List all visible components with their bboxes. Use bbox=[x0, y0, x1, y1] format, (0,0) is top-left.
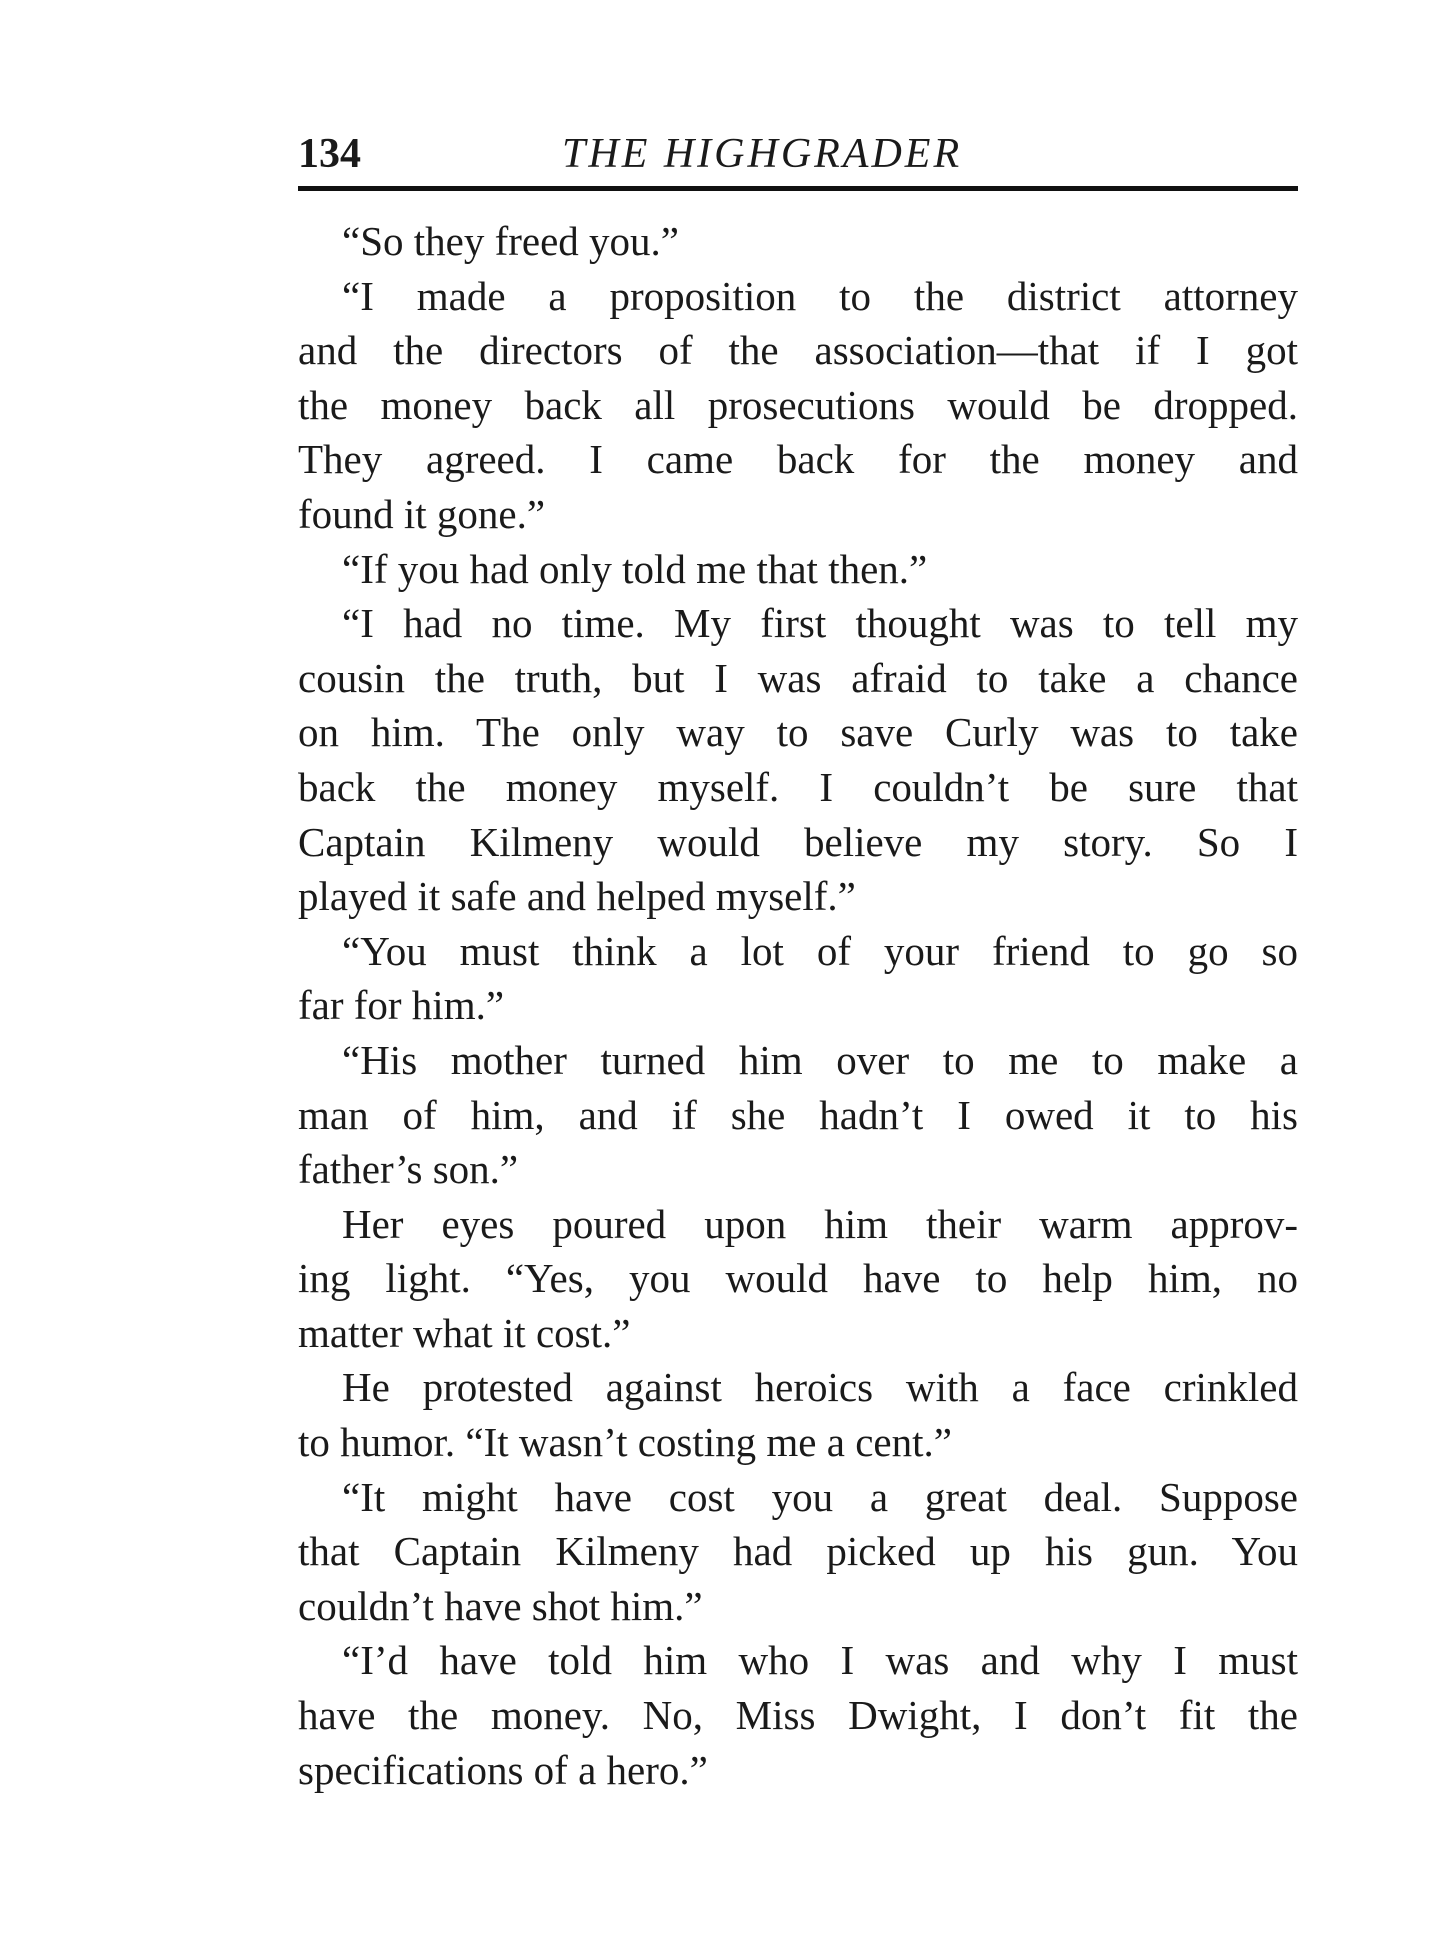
text-line: “I made a proposition to the district attorney bbox=[342, 272, 1298, 319]
text-line: “So they freed you.” bbox=[342, 218, 679, 264]
text-line: “I’d have told him who I was and why I must bbox=[342, 1637, 1298, 1684]
running-head bbox=[298, 124, 1298, 184]
text-line: on him. The only way to save Curly was to take bbox=[298, 709, 1298, 756]
page-number: 134 bbox=[298, 131, 361, 177]
text-line: “If you had only told me that then.” bbox=[342, 545, 928, 592]
text-line: “It might have cost you a great deal. Suppose bbox=[342, 1473, 1298, 1520]
text-line: cousin the truth, but I was afraid to take a chance bbox=[298, 654, 1298, 701]
text-line: “I had no time. My first thought was to tell my bbox=[342, 600, 1298, 647]
text-line: the money back all prosecutions would be dropped. bbox=[298, 381, 1298, 428]
text-line: Her eyes poured upon him their warm approv- bbox=[342, 1200, 1298, 1247]
text-line: man of him, and if she hadn’t I owed it to his bbox=[298, 1091, 1298, 1138]
text-line: ing light. “Yes, you would have to help him, no bbox=[298, 1255, 1298, 1302]
text-line: far for him.” bbox=[298, 982, 505, 1029]
text-line: couldn’t have shot him.” bbox=[298, 1582, 703, 1629]
text-line: “You must think a lot of your friend to go so bbox=[342, 927, 1298, 974]
book-title: THE HIGHGRADER bbox=[562, 131, 963, 177]
text-line: He protested against heroics with a face crinkled bbox=[342, 1364, 1298, 1411]
text-line: matter what it cost.” bbox=[298, 1309, 631, 1356]
text-line: played it safe and helped myself.” bbox=[298, 873, 856, 920]
text-line: father’s son.” bbox=[298, 1146, 519, 1193]
header-rule bbox=[298, 186, 1298, 191]
text-line: have the money. No, Miss Dwight, I don’t fit the bbox=[298, 1692, 1298, 1739]
body-text bbox=[298, 214, 1298, 1797]
text-line: to humor. “It wasn’t costing me a cent.” bbox=[298, 1419, 952, 1466]
text-line: that Captain Kilmeny had picked up his gun. You bbox=[298, 1528, 1298, 1575]
text-line: specifications of a hero.” bbox=[298, 1746, 708, 1793]
text-line: “His mother turned him over to me to make a bbox=[342, 1036, 1298, 1083]
text-line: Captain Kilmeny would believe my story. So I bbox=[298, 818, 1298, 865]
text-line: They agreed. I came back for the money and bbox=[298, 436, 1298, 483]
text-line: back the money myself. I couldn’t be sure that bbox=[298, 763, 1298, 810]
text-line: found it gone.” bbox=[298, 490, 546, 537]
text-line: and the directors of the association—that if I got bbox=[298, 327, 1298, 374]
